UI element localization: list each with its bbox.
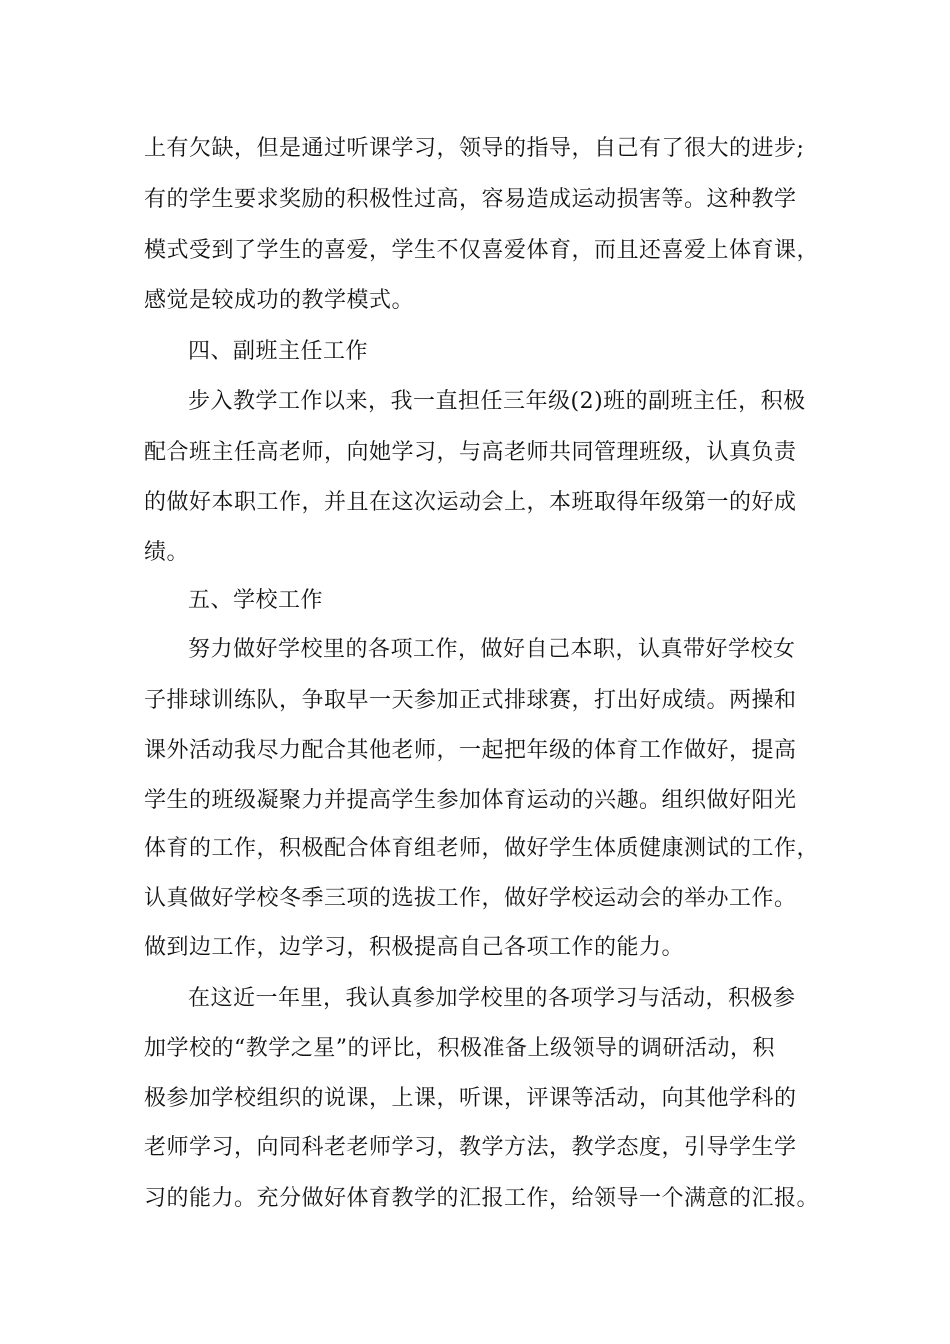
paragraph-line: 模式受到了学生的喜爱，学生不仅喜爱体育，而且还喜爱上体育课， bbox=[144, 238, 820, 263]
section-heading: 四、副班主任工作 bbox=[188, 339, 369, 364]
section-heading: 五、学校工作 bbox=[188, 588, 324, 613]
paragraph-line: 体育的工作，积极配合体育组老师，做好学生体质健康测试的工作， bbox=[144, 836, 820, 861]
paragraph-line: 努力做好学校里的各项工作，做好自己本职，认真带好学校女 bbox=[188, 637, 796, 662]
paragraph-line: 习的能力。充分做好体育教学的汇报工作，给领导一个满意的汇报。 bbox=[144, 1186, 820, 1211]
paragraph-line: 步入教学工作以来，我一直担任三年级(2)班的副班主任，积极 bbox=[188, 389, 806, 414]
paragraph-line: 子排球训练队，争取早一天参加正式排球赛，打出好成绩。两操和 bbox=[144, 688, 797, 713]
paragraph-line: 有的学生要求奖励的积极性过高，容易造成运动损害等。这种教学 bbox=[144, 187, 797, 212]
paragraph-line: 绩。 bbox=[144, 540, 190, 565]
paragraph-line: 加学校的“教学之星”的评比，积极准备上级领导的调研活动，积 bbox=[144, 1036, 775, 1061]
paragraph-line: 上有欠缺，但是通过听课学习，领导的指导，自己有了很大的进步; bbox=[144, 136, 805, 161]
paragraph-line: 的做好本职工作，并且在这次运动会上，本班取得年级第一的好成 bbox=[144, 490, 797, 515]
paragraph-line: 学生的班级凝聚力并提高学生参加体育运动的兴趣。组织做好阳光 bbox=[144, 788, 797, 813]
paragraph-line: 极参加学校组织的说课，上课，听课，评课等活动，向其他学科的 bbox=[144, 1086, 797, 1111]
paragraph-line: 认真做好学校冬季三项的选拔工作，做好学校运动会的举办工作。 bbox=[144, 886, 797, 911]
paragraph-line: 感觉是较成功的教学模式。 bbox=[144, 288, 415, 313]
paragraph-line: 在这近一年里，我认真参加学校里的各项学习与活动，积极参 bbox=[188, 986, 796, 1011]
paragraph-line: 配合班主任高老师，向她学习，与高老师共同管理班级，认真负责 bbox=[144, 440, 797, 465]
paragraph-line: 做到边工作，边学习，积极提高自己各项工作的能力。 bbox=[144, 935, 685, 960]
paragraph-line: 老师学习，向同科老老师学习，教学方法，教学态度，引导学生学 bbox=[144, 1135, 797, 1160]
paragraph-line: 课外活动我尽力配合其他老师，一起把年级的体育工作做好，提高 bbox=[144, 738, 797, 763]
